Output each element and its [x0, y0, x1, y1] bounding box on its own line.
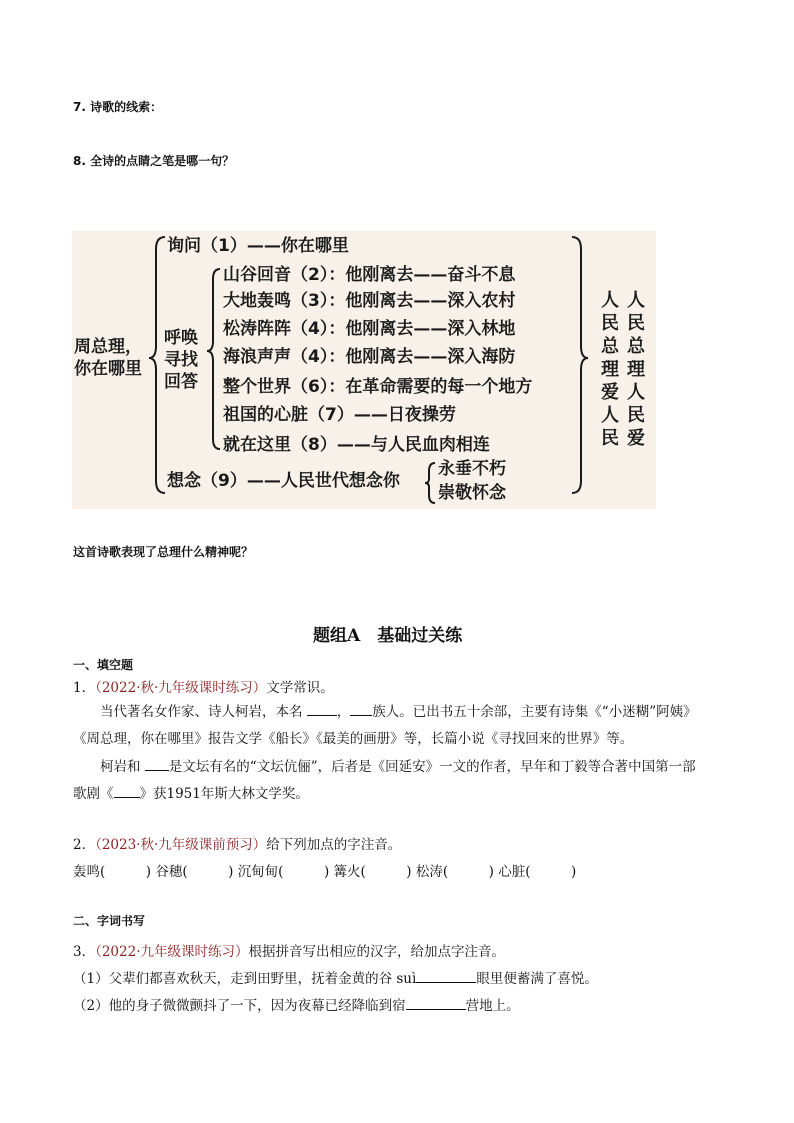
q2-source: （2023·秋·九年级课前预习）	[95, 837, 267, 853]
q2-text: 给下列加点的字注音。	[266, 837, 402, 853]
question-8: 8. 全诗的点睛之笔是哪一句？	[73, 154, 235, 168]
q1-text: 文学常识。	[266, 680, 334, 696]
q3-2-b: 营地上。	[465, 998, 520, 1014]
part2-heading: 二、字词书写	[73, 914, 146, 928]
q1-p3-b: 是文坛有名的“文坛伉俪”，后者是《回延安》一文的作者，早年和丁毅等合著中国第一部	[168, 759, 696, 775]
q3-2-a: （2）他的身子微微颤抖了一下，因为夜幕已经降临到宿	[73, 998, 406, 1014]
root-line-2: 你在哪里	[74, 359, 142, 379]
miss-sub-2: 崇敬怀念	[438, 483, 506, 503]
blank[interactable]	[307, 701, 337, 716]
q1-p4-b: 》获1951年斯大林文学奖。	[139, 786, 309, 802]
answer-line-2: 大地轰鸣（3）：他刚离去——深入农村	[223, 291, 516, 311]
branch-call-1: 呼唤	[164, 328, 198, 348]
part1-heading: 一、填空题	[73, 658, 134, 672]
blank[interactable]	[416, 968, 476, 983]
q2-items	[73, 860, 576, 880]
q3-item-1	[73, 967, 598, 987]
question-1-header	[73, 676, 334, 696]
miss-sub-1: 永垂不朽	[438, 459, 506, 479]
summary-column-b: 人 民 总 理 人 民 爱	[627, 290, 645, 449]
q1-paragraph-4	[73, 782, 309, 802]
q3-1-b: 眼里便蓄满了喜悦。	[476, 971, 598, 987]
q3-number: 3．	[73, 944, 96, 960]
blank[interactable]	[406, 995, 466, 1010]
q3-item-2	[73, 994, 520, 1014]
answer-line-7: 就在这里（8）——与人民血肉相连	[223, 435, 490, 455]
q3-source: （2022·九年级课时练习）	[95, 944, 249, 960]
q1-p1-c: 族人。已出书五十余部，主要有诗集《“小迷糊”阿姨》	[372, 704, 697, 720]
q1-p4-a: 歌剧《	[73, 786, 114, 802]
branch-call-2: 寻找	[164, 350, 198, 370]
q2-item: 松涛( )	[415, 864, 494, 880]
answer-line-5: 整个世界（6）：在革命需要的每一个地方	[223, 377, 533, 397]
q1-paragraph-3	[100, 755, 696, 775]
q1-p1-b: ，	[336, 704, 351, 720]
q1-p1-a: 当代著名女作家、诗人柯岩，本名	[100, 704, 303, 720]
q1-source: （2022·秋·九年级课时练习）	[95, 680, 267, 696]
section-title: 题组A 基础过关练	[313, 626, 463, 646]
q2-item: 沉甸甸( )	[237, 864, 330, 880]
answer-line-1: 山谷回音（2）：他刚离去——奋斗不息	[223, 265, 516, 285]
q3-1-a: （1）父辈们都喜欢秋天，走到田野里，抚着金黄的谷 suì	[73, 971, 417, 987]
mindmap-image	[72, 231, 656, 509]
q2-item: 篝火( )	[333, 864, 412, 880]
summary-column-a: 人 民 总 理 爱 人 民	[601, 290, 619, 449]
miss-line: 想念（9）——人民世代想念你	[167, 471, 400, 491]
root-line-1: 周总理，	[74, 337, 142, 357]
spirit-question: 这首诗歌表现了总理什么精神呢？	[73, 545, 254, 559]
answer-line-3: 松涛阵阵（4）：他刚离去——深入林地	[223, 319, 516, 339]
q2-item: 轰鸣( )	[73, 864, 152, 880]
question-3-header	[73, 940, 505, 960]
blank[interactable]	[114, 783, 140, 798]
question-7: 7. 诗歌的线索：	[73, 100, 163, 114]
q2-number: 2．	[73, 837, 96, 853]
ask-line: 询问（1）——你在哪里	[167, 236, 349, 256]
q1-paragraph-2: 《周总理，你在哪里》报告文学《船长》《最美的画册》等，长篇小说《寻找回来的世界》等。	[73, 731, 634, 747]
blank[interactable]	[145, 756, 169, 771]
q1-p3-a: 柯岩和	[100, 759, 141, 775]
question-2-header	[73, 833, 401, 853]
branch-call-3: 回答	[164, 372, 198, 392]
answer-line-6: 祖国的心脏（7）——日夜操劳	[223, 405, 456, 425]
q2-item: 心脏( )	[498, 864, 577, 880]
answer-line-4: 海浪声声（4）：他刚离去——深入海防	[223, 347, 516, 367]
q2-item: 谷穗( )	[155, 864, 234, 880]
q1-paragraph-1	[100, 700, 697, 720]
q1-number: 1．	[73, 680, 96, 696]
q3-text: 根据拼音写出相应的汉字，给加点字注音。	[248, 944, 505, 960]
blank[interactable]	[350, 701, 372, 716]
